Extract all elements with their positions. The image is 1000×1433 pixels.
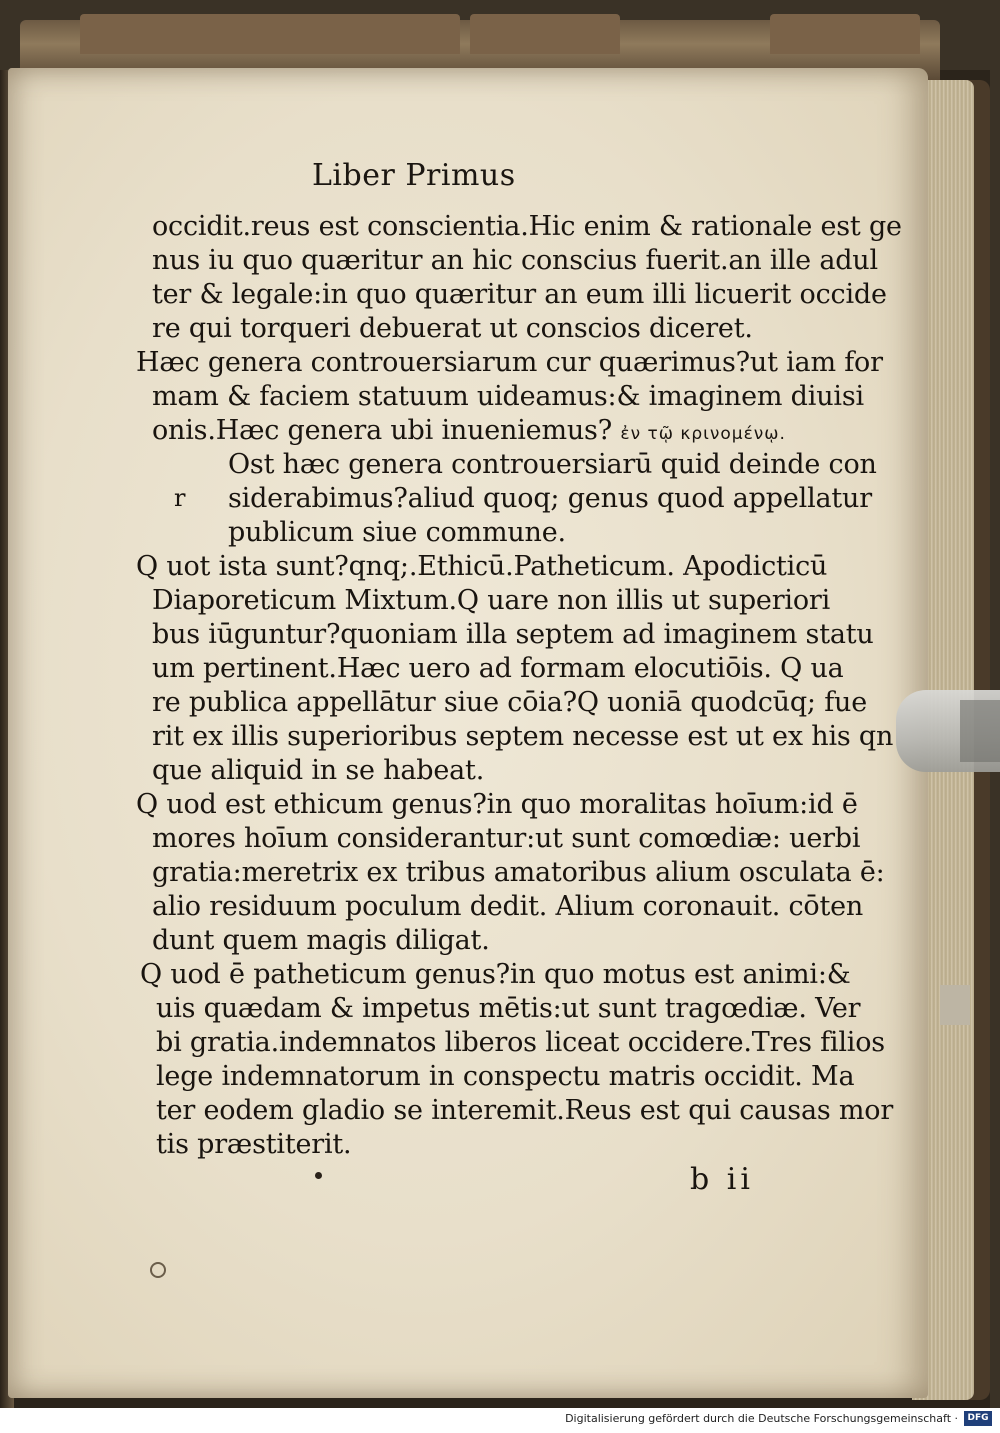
page-signature: b ii [690, 1162, 754, 1197]
text-line: siderabimus?aliud quoq; genus quod appellatur [228, 483, 872, 514]
text-line: gratia:meretrix ex tribus amatoribus alium osculata ē: [152, 857, 885, 888]
ink-dot [315, 1172, 322, 1179]
text-line: re publica appellātur siue cōia?Q uoniā quodcūq; fue [152, 687, 867, 718]
text-line: ter & legale:in quo quæritur an eum illi licuerit occide [152, 279, 887, 310]
text-line: lege indemnatorum in conspectu matris occidit. Ma [156, 1061, 855, 1092]
text-line: tis præstiterit. [156, 1129, 352, 1160]
text-line: mores hoīum considerantur:ut sunt comœdiæ: uerbi [152, 823, 861, 854]
text-line: ter eodem gladio se interemit.Reus est qui causas mor [156, 1095, 894, 1126]
text-line: que aliquid in se habeat. [152, 755, 485, 786]
running-head: Liber Primus [312, 158, 516, 193]
book-top-tab [770, 14, 920, 54]
ink-ring-mark [150, 1262, 166, 1278]
text-segment: onis.Hæc genera ubi inueniemus? [152, 415, 612, 446]
text-line: uis quædam & impetus mētis:ut sunt tragœdiæ. Ver [156, 993, 861, 1024]
text-line: Diaporeticum Mixtum.Q uare non illis ut superiori [152, 585, 831, 616]
text-line: bus iūguntur?quoniam illa septem ad imaginem statu [152, 619, 874, 650]
text-line: Q uod ē patheticum genus?in quo motus est animi:& [140, 959, 851, 990]
text-line: rit ex illis superioribus septem necesse est ut ex his qn [152, 721, 894, 752]
text-line: alio residuum poculum dedit. Alium coronauit. cōten [152, 891, 864, 922]
text-line: Hæc genera controuersiarum cur quærimus?ut iam for [136, 347, 883, 378]
text-line: publicum siue commune. [228, 517, 566, 548]
footer-credit: Digitalisierung gefördert durch die Deutsche Forschungsgemeinschaft · [565, 1412, 958, 1425]
text-line: Q uot ista sunt?qnq;.Ethicū.Patheticum. Apodicticū [136, 551, 828, 582]
text-line: Ost hæc genera controuersiarū quid deinde con [228, 449, 877, 480]
text-line: dunt quem magis diligat. [152, 925, 490, 956]
book-top-tab [80, 14, 460, 54]
book-top-tab [470, 14, 620, 54]
page-clip-shadow [960, 700, 1000, 762]
bookmark-strip [940, 985, 970, 1025]
margin-note: r [174, 484, 186, 512]
text-line [152, 416, 786, 449]
text-line: re qui torqueri debuerat ut conscios diceret. [152, 313, 753, 344]
greek-phrase: ἐν τῷ κρινομένῳ. [620, 424, 786, 444]
text-line: occidit.reus est conscientia.Hic enim & rationale est ge [152, 211, 902, 242]
text-line: um pertinent.Hæc uero ad formam elocutiōis. Q ua [152, 653, 844, 684]
text-line: Q uod est ethicum genus?in quo moralitas hoīum:id ē [136, 789, 858, 820]
dfg-logo: DFG [964, 1411, 992, 1426]
text-line: nus iu quo quæritur an hic conscius fuerit.an ille adul [152, 245, 878, 276]
text-line: mam & faciem statuum uideamus:& imaginem diuisi [152, 381, 864, 412]
text-line: bi gratia.indemnatos liberos liceat occidere.Tres filios [156, 1027, 885, 1058]
